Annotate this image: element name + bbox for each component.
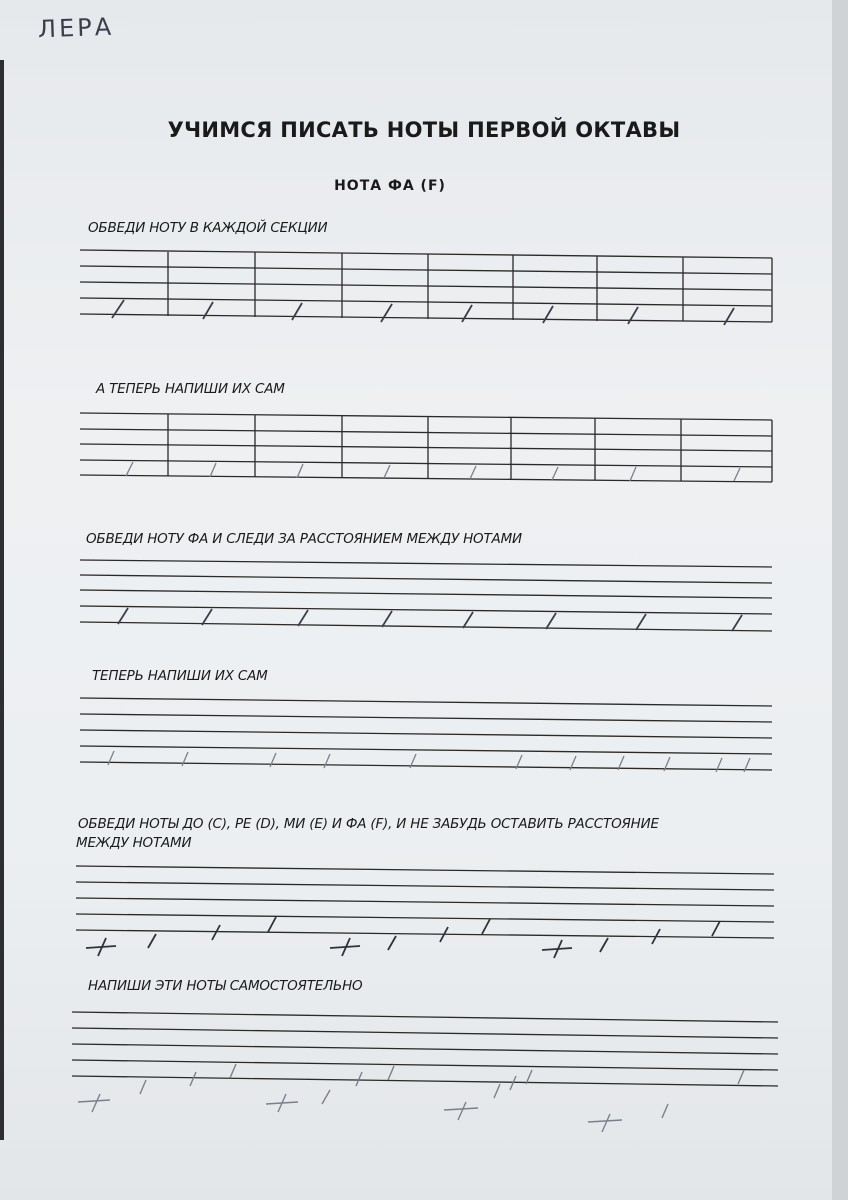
- staff-5-notes: [86, 917, 720, 958]
- written-note: [324, 754, 330, 768]
- instruction-2: А ТЕПЕРЬ НАПИШИ ИХ САМ: [96, 381, 285, 397]
- staff-3: [80, 560, 772, 631]
- staff-1-notes: [112, 300, 734, 325]
- note-do-ledger: [86, 946, 116, 948]
- staff-1: [80, 250, 772, 322]
- traced-note: [292, 303, 302, 320]
- written-note: [210, 463, 216, 477]
- traced-note: [118, 608, 128, 624]
- traced-note: [202, 609, 212, 625]
- traced-note: [381, 304, 392, 322]
- note-re: [600, 938, 608, 952]
- traced-note: [546, 613, 556, 629]
- written-note: [297, 464, 303, 478]
- instruction-4: ТЕПЕРЬ НАПИШИ ИХ САМ: [92, 668, 268, 684]
- note-subtitle: НОТА ФА (F): [334, 178, 446, 194]
- note-mi: [212, 925, 220, 940]
- note-do-ledger: [330, 946, 360, 948]
- traced-note: [543, 306, 553, 323]
- written-note: [126, 462, 133, 476]
- staff-6-notes: [78, 1064, 744, 1132]
- instruction-5b: МЕЖДУ НОТАМИ: [76, 835, 192, 851]
- traced-note: [636, 614, 646, 630]
- staff-6: [72, 1012, 778, 1086]
- staff-5: [76, 866, 774, 938]
- traced-note: [298, 610, 308, 626]
- instruction-6: НАПИШИ ЭТИ НОТЫ САМОСТОЯТЕЛЬНО: [88, 978, 363, 994]
- traced-note: [382, 611, 392, 627]
- note-do-ledger: [542, 948, 572, 950]
- note-fa: [482, 919, 490, 934]
- written-note: [552, 467, 558, 480]
- student-name: ЛЕРА: [37, 12, 115, 44]
- staff-2: [80, 413, 772, 482]
- instruction-3: ОБВЕДИ НОТУ ФА И СЛЕДИ ЗА РАССТОЯНИЕМ МЕЖДУ НОТАМИ: [86, 531, 522, 547]
- instruction-1: ОБВЕДИ НОТУ В КАЖДОЙ СЕКЦИИ: [88, 220, 328, 236]
- traced-note: [732, 615, 742, 631]
- note-fa: [712, 921, 720, 936]
- written-note: [630, 467, 636, 481]
- traced-note: [112, 300, 124, 318]
- staff-3-notes: [118, 608, 742, 631]
- traced-note: [628, 307, 638, 324]
- note-re: [148, 934, 156, 948]
- traced-note: [462, 305, 472, 322]
- note-fa: [268, 917, 276, 932]
- written-note: [470, 466, 476, 479]
- note-re: [388, 936, 396, 950]
- written-note: [384, 465, 390, 478]
- traced-note: [203, 302, 213, 319]
- written-note: [182, 752, 188, 766]
- traced-note: [724, 308, 734, 325]
- instruction-5a: ОБВЕДИ НОТЫ ДО (C), РЕ (D), МИ (E) И ФА (F), И НЕ ЗАБУДЬ ОСТАВИТЬ РАССТОЯНИЕ: [78, 816, 659, 832]
- worksheet-title: УЧИМСЯ ПИСАТЬ НОТЫ ПЕРВОЙ ОКТАВЫ: [167, 118, 681, 142]
- traced-note: [463, 612, 473, 628]
- staff-4: [80, 698, 772, 770]
- written-note: [734, 468, 740, 481]
